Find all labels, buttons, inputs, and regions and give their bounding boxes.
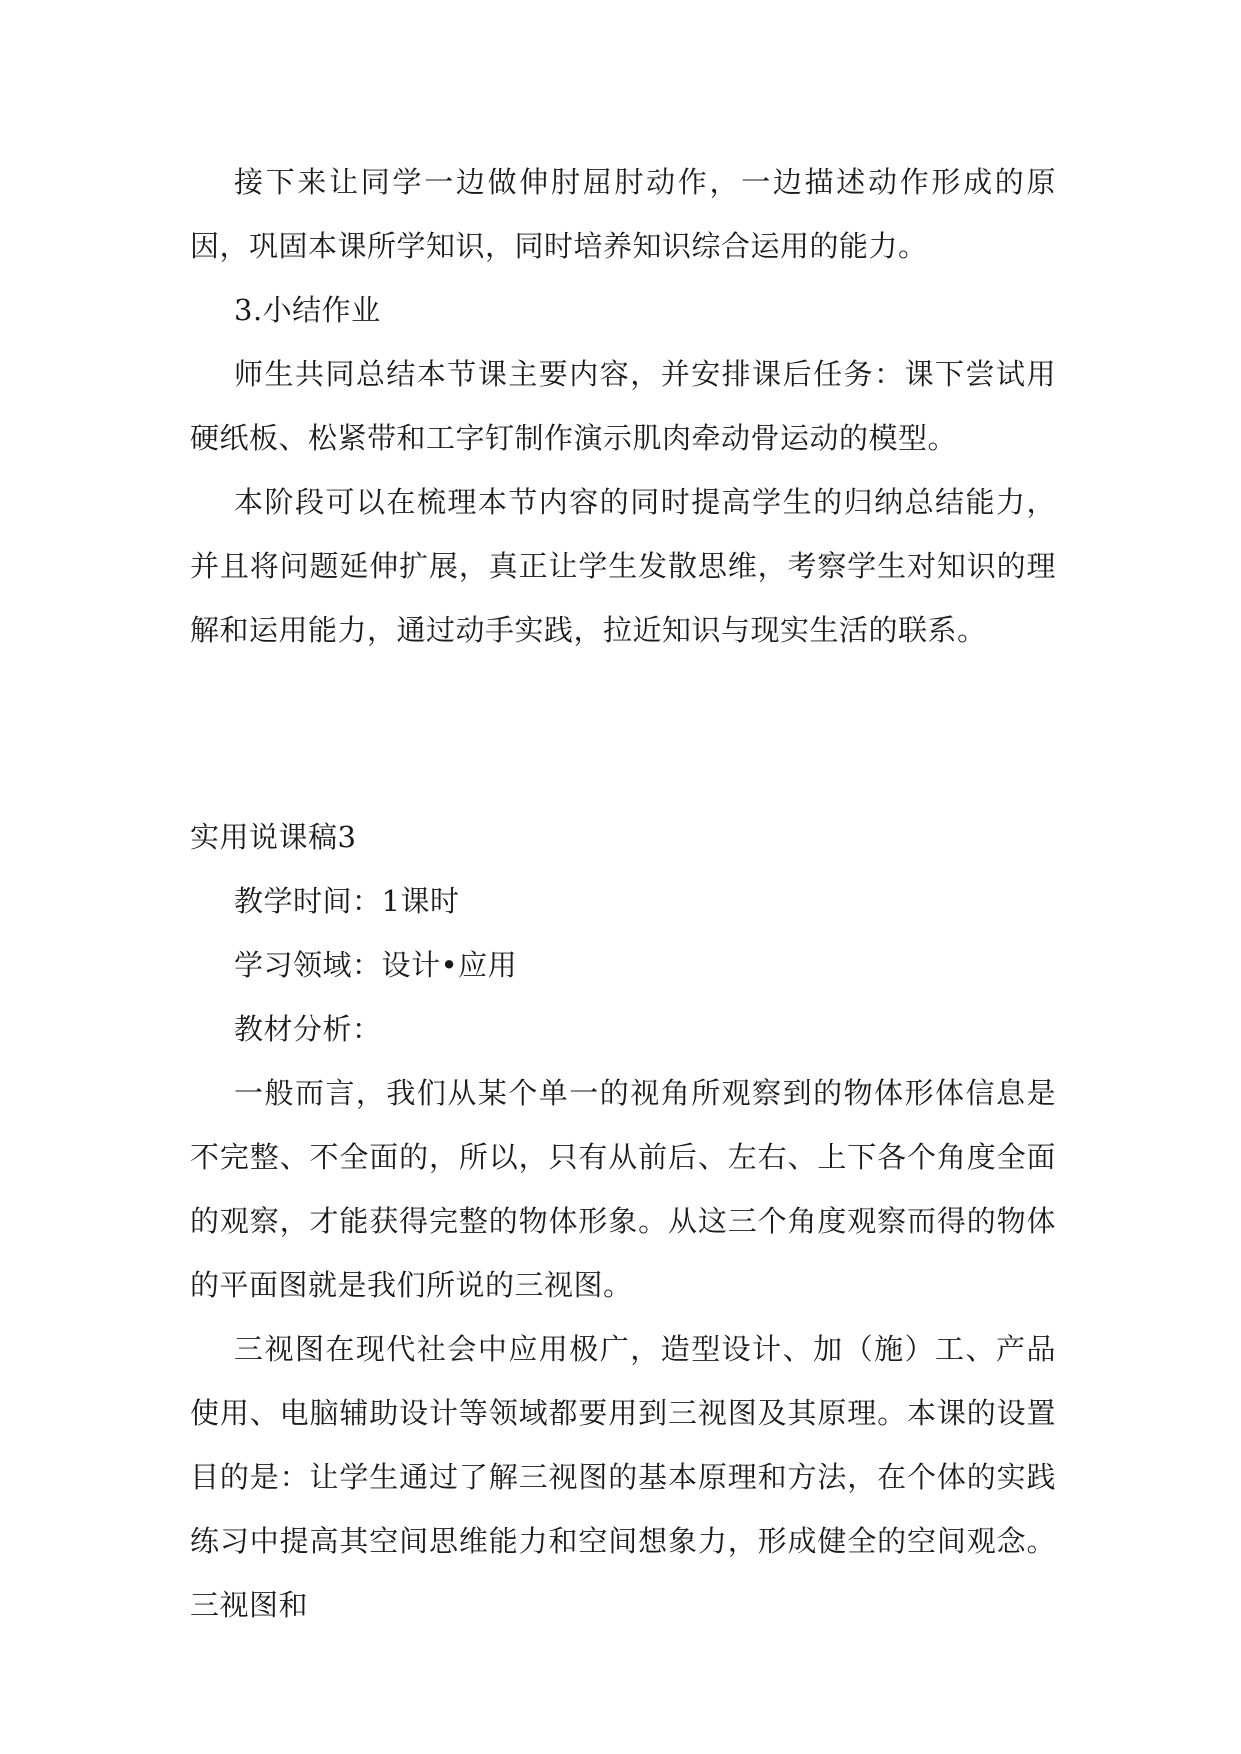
upper-text-block: [190, 150, 1056, 662]
paragraph-material-analysis-label: 教材分析：: [234, 1012, 382, 1046]
paragraph-exercise-consolidation: 接下来让同学一边做伸肘屈肘动作，一边描述动作形成的原因，巩固本课所学知识，同时培养知识综合运用的能力。: [190, 165, 1056, 263]
paragraph-summary-heading: 3.小结作业: [234, 293, 381, 327]
section-title: 实用说课稿3: [190, 820, 357, 854]
lower-text-block: [190, 805, 1056, 1637]
paragraph-stage-purpose: 本阶段可以在梳理本节内容的同时提高学生的归纳总结能力，并且将问题延伸扩展，真正让学生发散思维，考察学生对知识的理解和运用能力，通过动手实践，拉近知识与现实生活的联系。: [190, 485, 1056, 647]
paragraph-three-views-application: 三视图在现代社会中应用极广，造型设计、加（施）工、产品使用、电脑辅助设计等领域都要用到三视图及其原理。本课的设置目的是：让学生通过了解三视图的基本原理和方法，在个体的实践练习中提高其空间思维能力和空间想象力，形成健全的空间观念。三视图和: [190, 1332, 1056, 1622]
paragraph-teaching-time: 教学时间：1课时: [234, 884, 460, 918]
paragraph-learning-area: 学习领域：设计•应用: [234, 948, 518, 982]
paragraph-summary-task: 师生共同总结本节课主要内容，并安排课后任务：课下尝试用硬纸板、松紧带和工字钉制作演示肌肉牵动骨运动的模型。: [190, 357, 1056, 455]
paragraph-three-views-intro: 一般而言，我们从某个单一的视角所观察到的物体形体信息是不完整、不全面的，所以，只有从前后、左右、上下各个角度全面的观察，才能获得完整的物体形象。从这三个角度观察而得的物体的平面图就是我们所说的三视图。: [190, 1076, 1056, 1302]
